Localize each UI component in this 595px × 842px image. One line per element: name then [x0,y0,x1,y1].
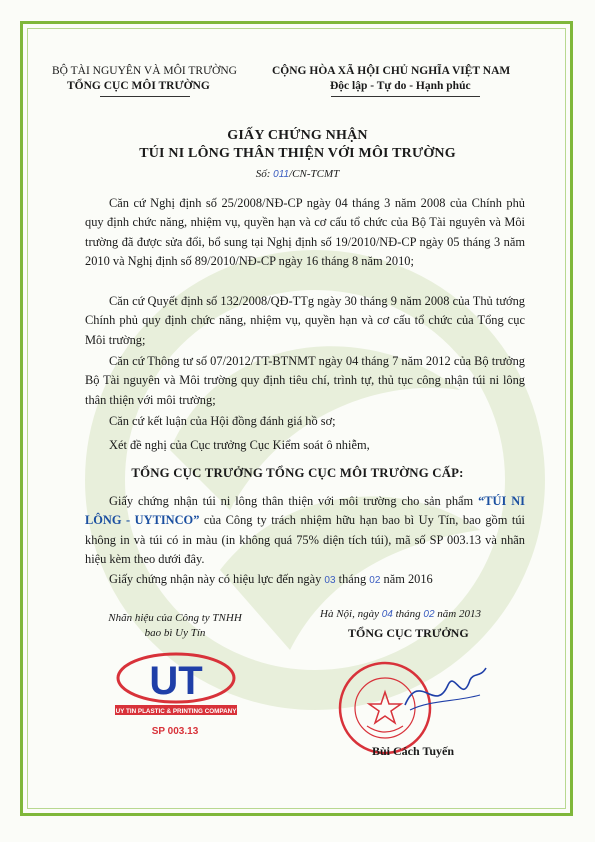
basis-paragraph-1: Căn cứ Nghị định số 25/2008/NĐ-CP ngày 04 tháng 3 năm 2008 của Chính phủ quy định chức năng, nhiệm vụ, quyền hạn và cơ cấu tổ chức của Bộ Tài nguyên và Môi trường đã được sửa đổi, bổ sung tại Nghị định số 19/2010/NĐ-CP ngày 05 tháng 3 năm 2010 và Nghị định số 89/2010/NĐ-CP ngày 16 tháng 8 năm 2010; [85,196,525,269]
basis-paragraph-3: Căn cứ Thông tư số 07/2012/TT-BTNMT ngày 04 tháng 7 năm 2012 của Bộ trưởng Bộ Tài nguyên và Môi trường quy định tiêu chí, trình tự, thủ tục công nhận túi ni lông thân thiện với môi trường; [85,354,525,407]
validity-text-a: Giấy chứng nhận này có hiệu lực đến ngày [109,572,322,586]
agency-underline [100,96,190,97]
trademark-caption-2: bao bì Uy Tín [144,627,206,639]
signature-mark [400,660,490,720]
decision-text-a: Giấy chứng nhận túi ni lông thân thiện với môi trường cho sản phẩm [109,494,479,508]
agency-name: TỔNG CỤC MÔI TRƯỜNG [67,80,210,92]
signer-name: Bùi Cách Tuyến [372,744,455,758]
number-handwritten: 011 [273,169,290,180]
certificate-number [0,168,595,180]
issue-day: 04 [381,609,393,620]
issuing-statement: TỔNG CỤC TRƯỞNG TỔNG CỤC MÔI TRƯỜNG CẤP: [131,466,464,480]
decision-text-b: của Công ty trách nhiệm hữu hạn bao bì Uy Tín, bao gồm túi không in và túi có in màu (in không quá 75% diện tích túi), mã số SP 003.13 và nhãn hiệu kèm theo dưới đây. [85,513,525,567]
ministry-name: BỘ TÀI NGUYÊN VÀ MÔI TRƯỜNG [52,65,237,77]
validity-month: 02 [369,575,381,586]
product-name: “TÚI NI LÔNG - UYTINCO” [85,494,525,528]
decision-paragraph [85,492,525,570]
basis-paragraph-2: Căn cứ Quyết định số 132/2008/QĐ-TTg ngày 30 tháng 9 năm 2008 của Thủ tướng Chính phủ quy định chức năng, nhiệm vụ, quyền hạn và cơ cấu tổ chức của Tổng cục Môi trường; [85,294,525,347]
basis-paragraph-4: Căn cứ kết luận của Hội đồng đánh giá hồ sơ; [109,414,336,428]
logo-banner: UY TIN PLASTIC & PRINTING COMPANY [115,708,237,715]
signer-position: TỔNG CỤC TRƯỞNG [348,626,469,640]
issue-date [320,608,481,620]
validity-day: 03 [324,575,336,586]
validity-text-c: năm 2016 [383,572,433,586]
trademark-caption-1: Nhãn hiệu của Công ty TNHH [108,612,242,624]
number-prefix: Số: [255,168,271,180]
validity-paragraph [85,570,525,590]
trademark-logo [113,650,239,716]
national-motto: Độc lập - Tự do - Hạnh phúc [330,80,471,92]
logo-graphic [113,650,239,716]
basis-paragraph-5: Xét đề nghị của Cục trưởng Cục Kiểm soát ô nhiễm, [109,438,370,452]
issue-month: 02 [423,609,435,620]
issue-date-a: Hà Nội, ngày [320,608,379,620]
logo-letters: UT [149,659,203,703]
issue-date-b: tháng [395,608,421,620]
certificate-title: GIẤY CHỨNG NHẬN [227,128,368,143]
product-code: SP 003.13 [151,726,199,737]
issue-date-c: năm 2013 [437,608,481,620]
number-suffix: /CN-TCMT [289,168,340,180]
certificate-subtitle: TÚI NI LÔNG THÂN THIỆN VỚI MÔI TRƯỜNG [139,146,456,161]
validity-text-b: tháng [338,572,367,586]
motto-underline [331,96,480,97]
national-title: CỘNG HÒA XÃ HỘI CHỦ NGHĨA VIỆT NAM [272,65,511,77]
